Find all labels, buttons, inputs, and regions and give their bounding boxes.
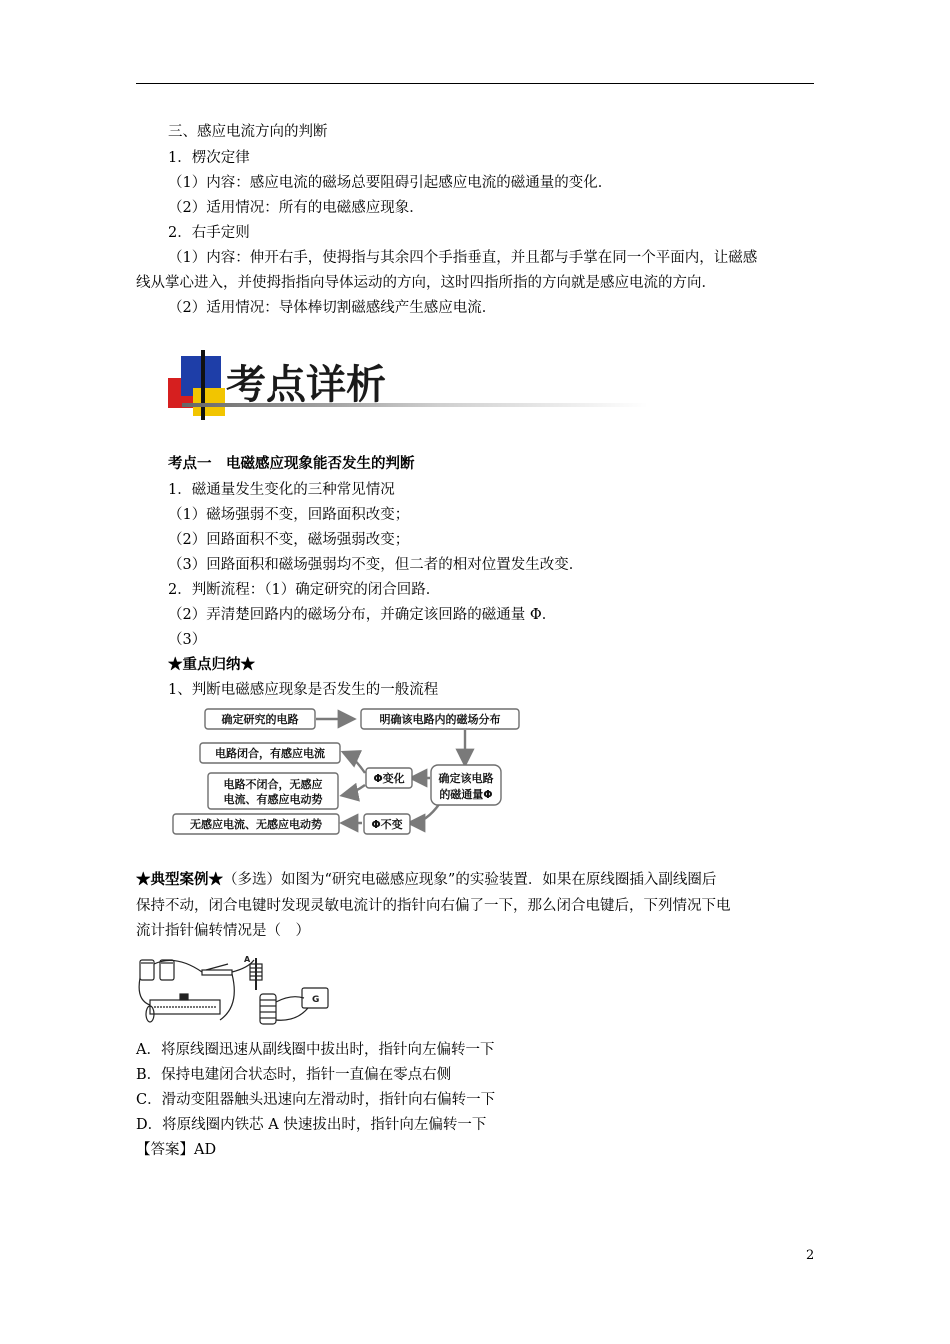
example-question-line-3: 流计指针偏转情况是（ ） [136, 923, 310, 939]
flow-arrow [411, 803, 440, 823]
flow-text-field-distribution: 明确该电路内的磁场分布 [379, 713, 501, 726]
section-banner [168, 350, 648, 420]
iron-core-label: A [244, 955, 251, 964]
flow-text-identify-circuit: 确定研究的电路 [221, 713, 299, 726]
option-a: A．将原线圈迅速从副线圈中拔出时，指针向左偏转一下 [136, 1042, 495, 1058]
experiment-apparatus-figure [136, 950, 336, 1030]
banner-title: 考点详析 [226, 361, 386, 408]
flow-arrow [345, 753, 365, 773]
kaodian-line-7: （3） [168, 632, 207, 648]
kaodian-line-6: （2）弄清楚回路内的磁场分布，并确定该回路的磁通量 Φ． [168, 607, 557, 623]
kaodian-line-5: 2．判断流程：（1）确定研究的闭合回路． [168, 582, 441, 598]
flowchart [168, 705, 538, 840]
flow-text-open-emf-2: 电流、有感应电动势 [223, 793, 323, 806]
kaodian-line-2: （1）磁场强弱不变，回路面积改变； [168, 507, 410, 523]
flow-text-closed-current: 电路闭合，有感应电流 [215, 747, 325, 760]
option-b: B．保持电建闭合状态时，指针一直偏在零点右侧 [136, 1067, 452, 1083]
lenz-title: 1．楞次定律 [168, 150, 250, 166]
flow-text-flux-2: 的磁通量Φ [439, 788, 493, 801]
galvanometer-label: G [312, 995, 320, 1005]
kaodian-heading: 考点一 电磁感应现象能否发生的判断 [168, 455, 415, 472]
right-hand-scope: （2）适用情况：导体棒切割磁感线产生感应电流． [168, 300, 497, 316]
kaodian-line-1: 1．磁通量发生变化的三种常见情况 [168, 482, 395, 498]
lenz-content: （1）内容：感应电流的磁场总要阻碍引起感应电流的磁通量的变化． [168, 175, 613, 191]
option-c: C．滑动变阻器触头迅速向左滑动时，指针向右偏转一下 [136, 1092, 496, 1108]
lenz-scope: （2）适用情况：所有的电磁感应现象． [168, 200, 424, 216]
secondary-coil [260, 994, 276, 1024]
right-hand-content-2: 线从掌心进入，并使拇指指向导体运动的方向，这时四指所指的方向就是感应电流的方向． [136, 275, 716, 291]
flow-text-open-emf-1: 电路不闭合，无感应 [223, 778, 323, 791]
example-question-line-1 [136, 870, 716, 890]
option-d: D．将原线圈内铁芯 A 快速拔出时，指针向左偏转一下 [136, 1117, 487, 1133]
summary-heading: ★重点归纳★ [168, 656, 255, 673]
flow-text-flux-unchanged: Φ不变 [371, 818, 403, 831]
switch [202, 970, 232, 975]
right-hand-content-1: （1）内容：伸开右手，使拇指与其余四个手指垂直，并且都与手掌在同一个平面内，让磁感 [168, 250, 758, 266]
summary-item-1: 1、判断电磁感应现象是否发生的一般流程 [168, 682, 439, 698]
flow-text-flux-changes: Φ变化 [373, 772, 405, 785]
flow-text-flux-1: 确定该电路 [438, 772, 494, 785]
section-title: 三、感应电流方向的判断 [168, 124, 328, 140]
flow-arrow [344, 785, 365, 795]
example-question-text-1: （多选）如图为“研究电磁感应现象”的实验装置．如果在原线圈插入副线圈后 [223, 872, 717, 888]
kaodian-line-4: （3）回路面积和磁场强弱均不变，但二者的相对位置发生改变． [168, 557, 584, 573]
right-hand-title: 2．右手定则 [168, 225, 250, 241]
answer: 【答案】AD [136, 1142, 217, 1158]
page-number: 2 [806, 1248, 815, 1263]
example-question-line-2: 保持不动，闭合电键时发现灵敏电流计的指针向右偏了一下，那么闭合电键后，下列情况下电 [136, 898, 731, 914]
kaodian-line-3: （2）回路面积不变，磁场强弱改变； [168, 532, 410, 548]
flow-text-no-current: 无感应电流、无感应电动势 [190, 818, 322, 831]
example-label: ★典型案例★ [136, 871, 223, 888]
header-rule [136, 83, 814, 84]
